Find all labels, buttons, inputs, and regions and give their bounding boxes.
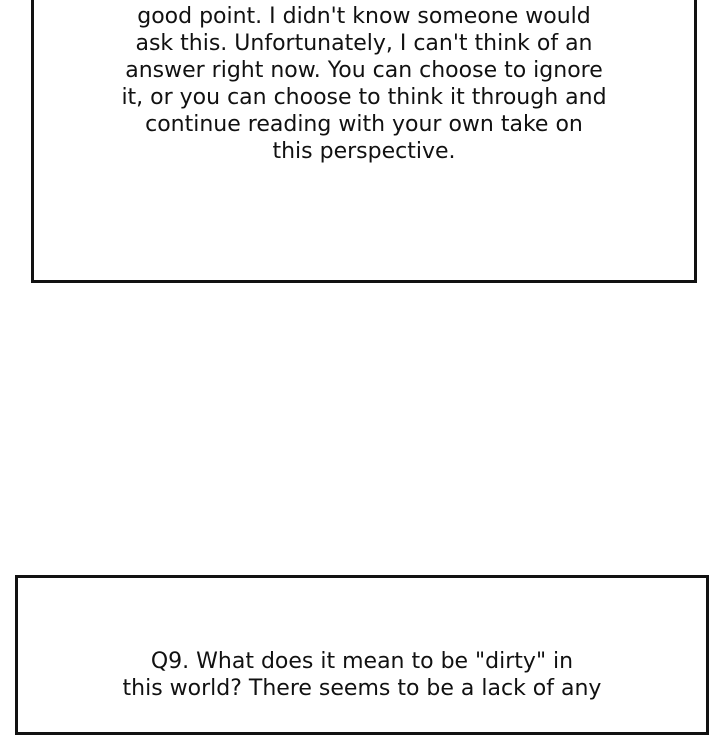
answer-line: continue reading with your own take on xyxy=(145,112,583,137)
answer-line: answer right now. You can choose to ignore xyxy=(125,58,603,83)
question-text xyxy=(123,648,602,702)
answer-text xyxy=(121,3,606,165)
answer-line: good point. I didn't know someone would xyxy=(137,4,591,29)
answer-line: this perspective. xyxy=(272,139,456,164)
answer-line: ask this. Unfortunately, I can't think of an xyxy=(135,31,593,56)
question-line: this world? There seems to be a lack of any xyxy=(122,676,602,701)
answer-line: it, or you can choose to think it through and xyxy=(121,85,607,110)
answer-panel-top xyxy=(31,0,697,283)
question-panel-bottom xyxy=(15,575,709,735)
question-line: Q9. What does it mean to be "dirty" in xyxy=(150,649,574,674)
